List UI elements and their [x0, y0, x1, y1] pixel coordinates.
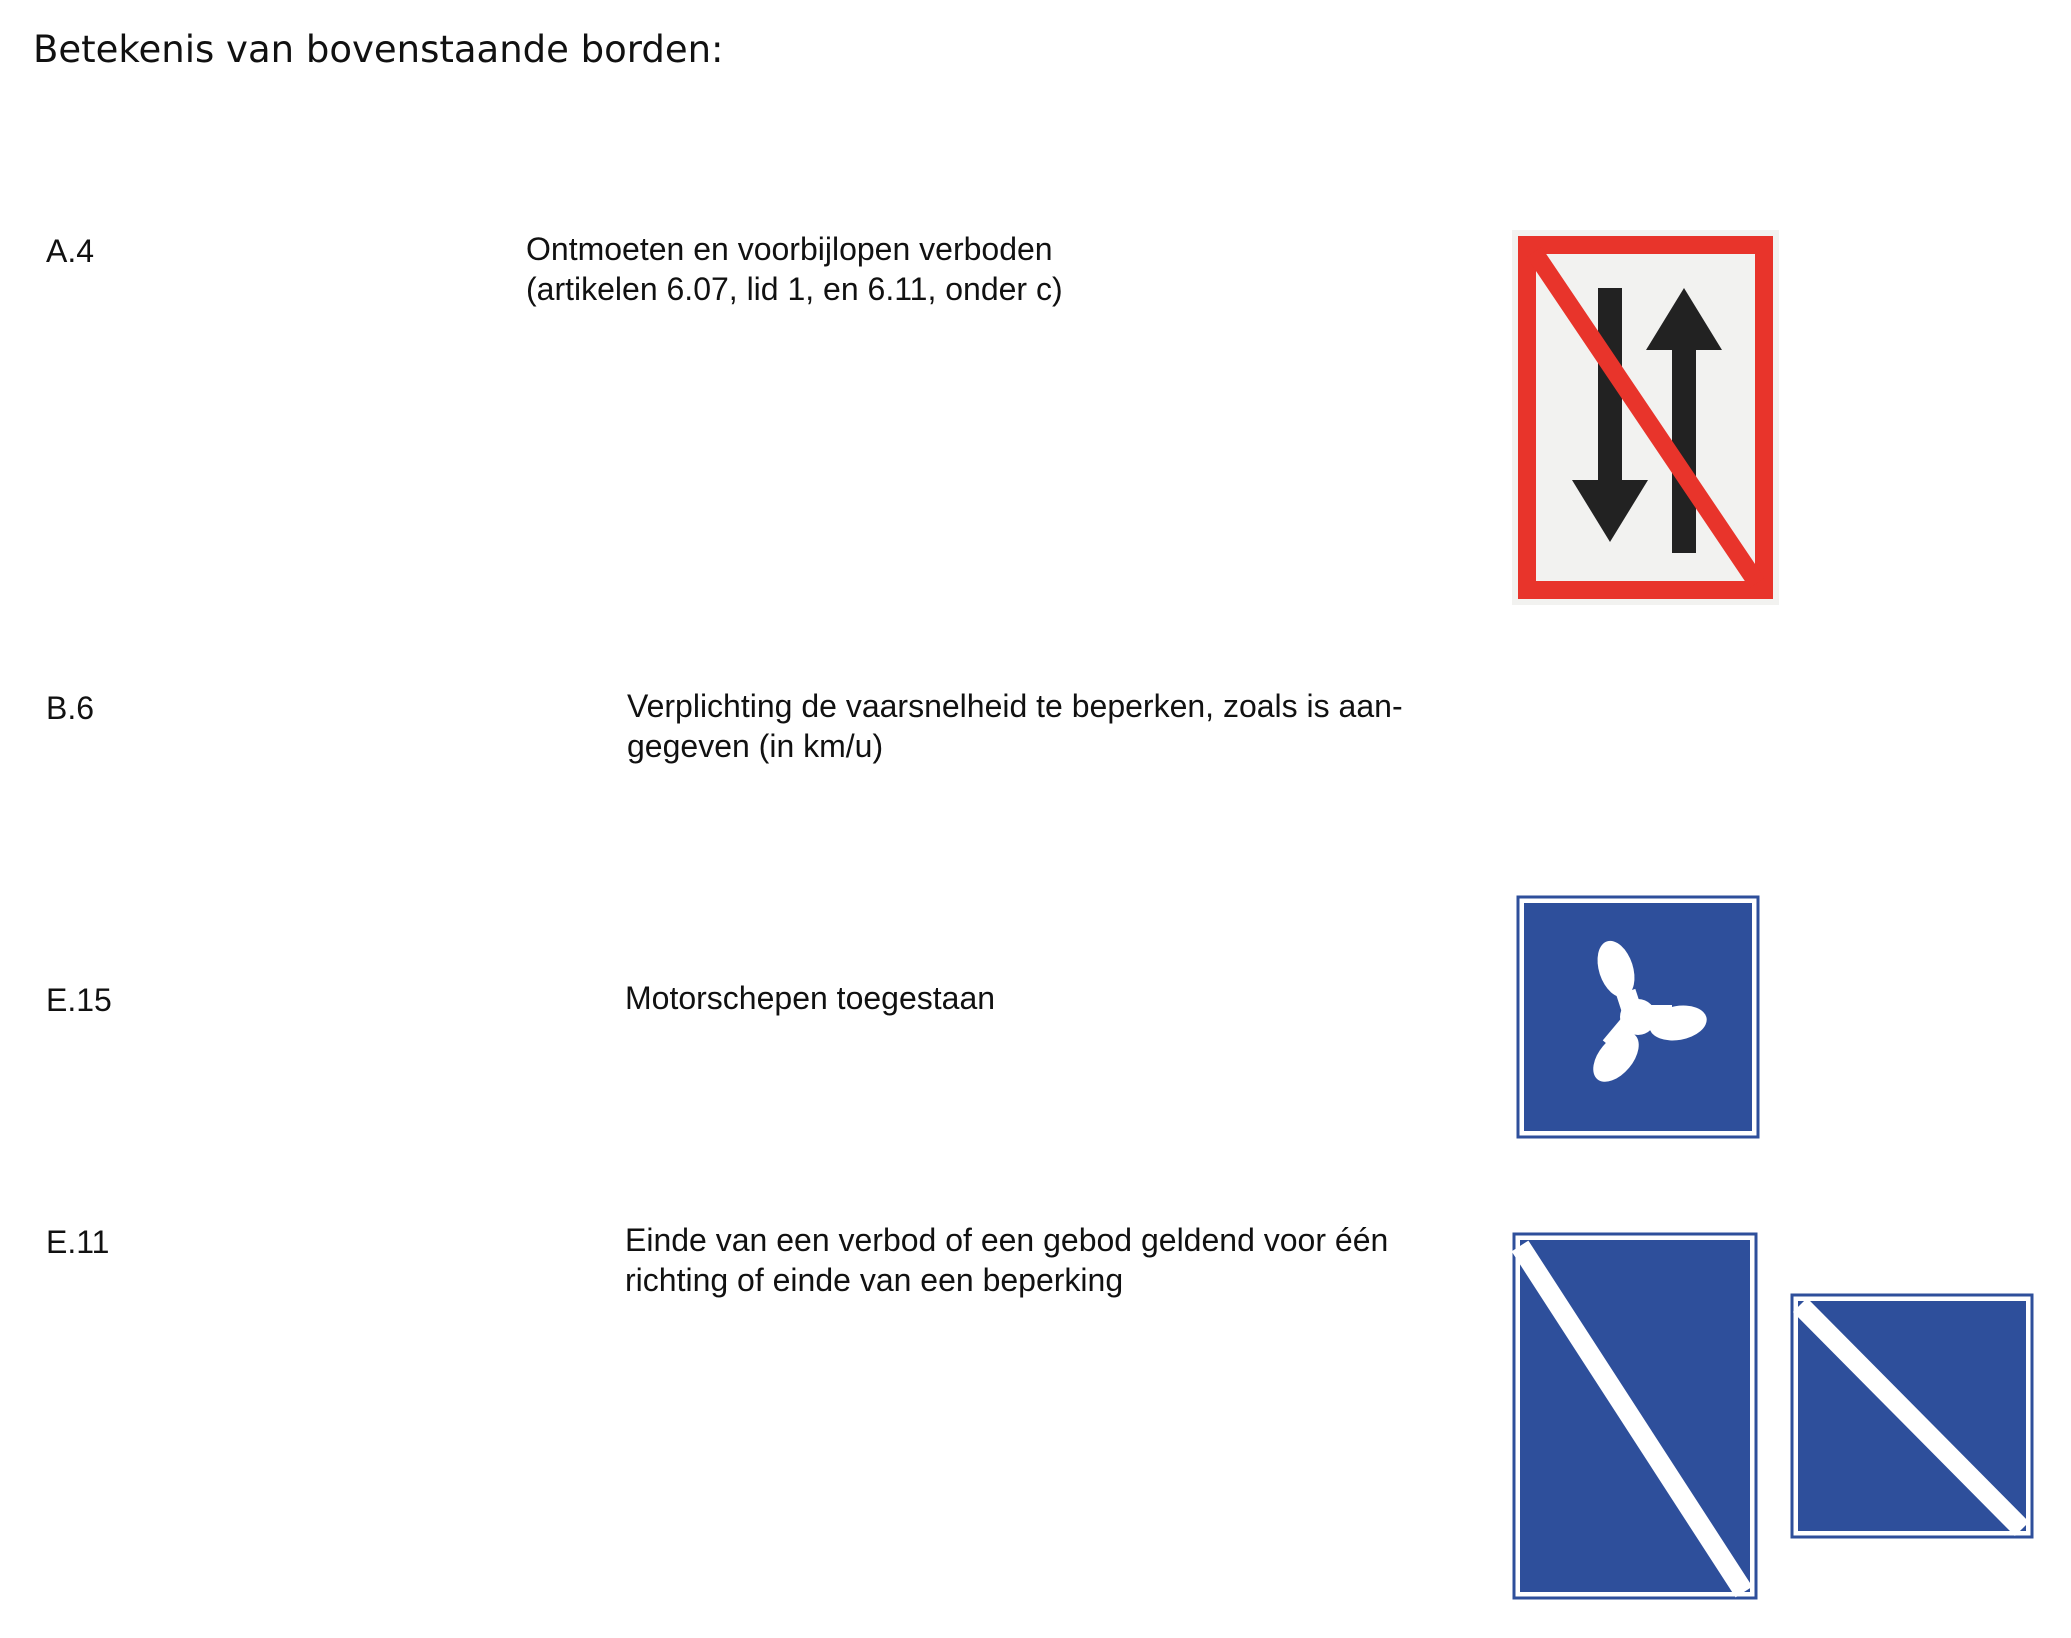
sign-description-a4	[526, 229, 1063, 309]
no-meeting-passing-sign	[1512, 230, 1779, 605]
description-line: Verplichting de vaarsnelheid te beperken, zoals is aan-	[627, 688, 1403, 724]
end-of-restriction-sign-small	[1790, 1293, 2034, 1539]
description-line: richting of einde van een beperking	[625, 1262, 1124, 1298]
description-line: Einde van een verbod of een gebod geldend voor één	[625, 1222, 1389, 1258]
sign-code-b6: B.6	[46, 690, 95, 726]
sign-description-b6	[627, 686, 1403, 766]
description-line: Motorschepen toegestaan	[625, 980, 996, 1016]
description-line: (artikelen 6.07, lid 1, en 6.11, onder c)	[526, 271, 1063, 307]
sign-code-e15: E.15	[46, 982, 112, 1018]
sign-description-e15	[625, 978, 995, 1018]
propeller-sign	[1516, 895, 1760, 1139]
sign-description-e11	[625, 1220, 1388, 1300]
page-title: Betekenis van bovenstaande borden:	[33, 28, 724, 71]
end-of-restriction-sign-large	[1512, 1232, 1758, 1600]
description-line: Ontmoeten en voorbijlopen verboden	[526, 231, 1053, 267]
description-line: gegeven (in km/u)	[627, 728, 884, 764]
sign-code-a4: A.4	[46, 233, 95, 269]
sign-code-e11: E.11	[46, 1224, 110, 1260]
